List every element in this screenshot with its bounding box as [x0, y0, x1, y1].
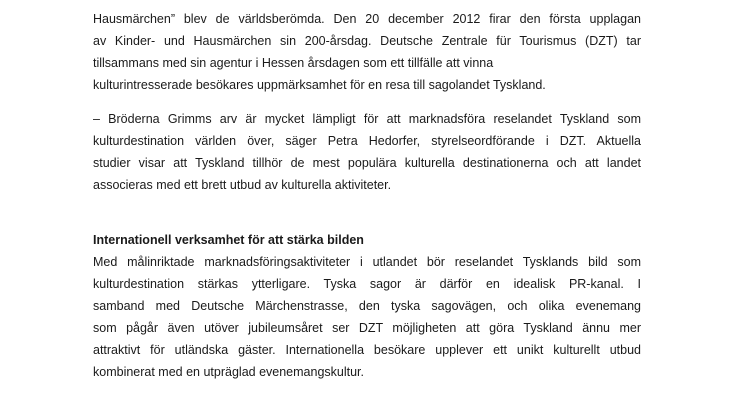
paragraph1-line-1: Hausmärchen” blev de världsberömda. Den 20 december 2012 firar den första upplagan [93, 12, 641, 26]
paragraph1-line-3: tillsammans med sin agentur i Hessen årsdagen som ett tillfälle att vinna [93, 56, 494, 70]
section-heading: Internationell verksamhet för att stärka bilden [93, 233, 364, 247]
paragraph3-line-3: samband med Deutsche Märchenstrasse, den tyska sagovägen, och olika evenemang [93, 299, 641, 313]
paragraph3-line-1: Med målinriktade marknadsföringsaktiviteter i utlandet bör reselandet Tysklands bild som [93, 255, 641, 269]
paragraph2-line-1: – Bröderna Grimms arv är mycket lämpligt för att marknadsföra reselandet Tyskland som [93, 112, 641, 126]
paragraph1-line-2: av Kinder- und Hausmärchen sin 200-årsdag. Deutsche Zentrale für Tourismus (DZT) tar [93, 34, 641, 48]
paragraph1-line-4: kulturintresserade besökares uppmärksamhet för en resa till sagolandet Tyskland. [93, 78, 546, 92]
paragraph2-line-4: associeras med ett brett utbud av kulturella aktiviteter. [93, 178, 392, 192]
paragraph3-line-6: kombinerat med en utpräglad evenemangskultur. [93, 365, 364, 379]
paragraph3-line-4: som pågår även utöver jubileumsåret ser DZT möjligheten att göra Tyskland ännu mer [93, 321, 641, 335]
paragraph3-line-2: kulturdestination stärkas ytterligare. Tyska sagor är därför en idealisk PR-kanal. I [93, 277, 641, 291]
paragraph2-line-2: kulturdestination världen över, säger Petra Hedorfer, styrelseordförande i DZT. Aktuella [93, 134, 641, 148]
paragraph2-line-3: studier visar att Tyskland tillhör de mest populära kulturella destinationerna och att landet [93, 156, 641, 170]
paragraph3-line-5: attraktivt för utländska gäster. Internationella besökare upplever ett unikt kulturellt utbud [93, 343, 641, 357]
